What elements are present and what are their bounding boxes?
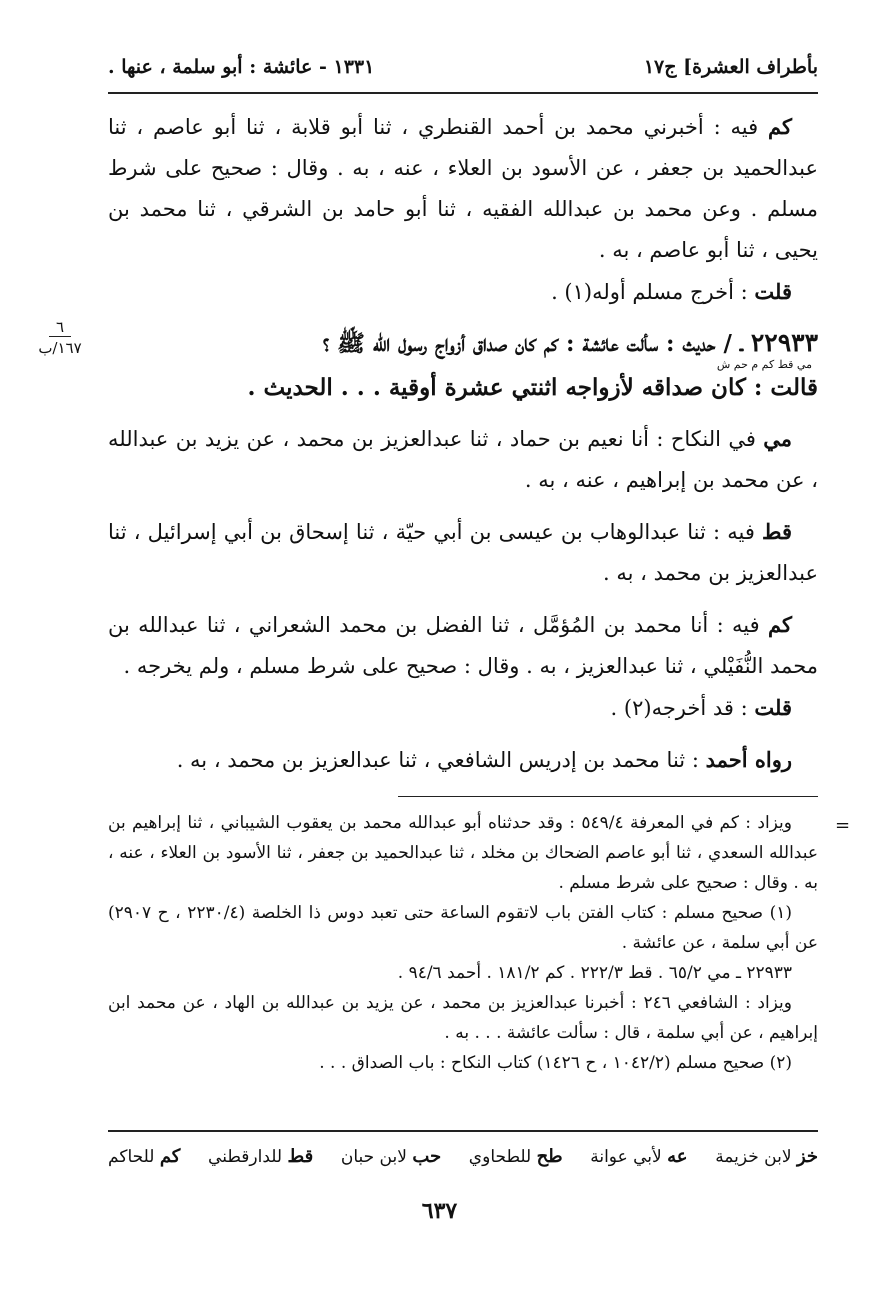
hadith-sources: مي قط كم م حم ش [716, 358, 812, 371]
source-abbr: مي [763, 426, 792, 451]
paragraph-text: : أخرج مسلم أوله(١) . [551, 280, 755, 304]
hadith-number: ٢٢٩٣٣ [750, 328, 818, 357]
legend-abbr: حب [412, 1146, 442, 1167]
footnote-continuation-mark: = [835, 815, 851, 836]
legend-name: لابن حبان [340, 1147, 407, 1167]
legend-item [108, 1146, 180, 1167]
paragraph [108, 106, 818, 271]
legend-name: للطحاوي [468, 1147, 532, 1167]
footnote: ٢٢٩٣٣ ـ مي ٦٥/٢ . قط ٢٢٢/٣ . كم ١٨١/٢ . أحمد ٩٤/٦ . [397, 963, 792, 983]
margin-folio-note [20, 318, 100, 357]
paragraph [108, 511, 818, 594]
page-number: ٦٣٧ [421, 1198, 458, 1224]
running-header [108, 42, 818, 94]
legend-name: للدارقطني [208, 1147, 283, 1167]
paragraph-text: : قد أخرجه(٢) . [610, 696, 755, 720]
paragraph [108, 418, 818, 501]
legend-abbr: عه [667, 1146, 688, 1167]
paragraph [108, 687, 818, 729]
paragraph [108, 271, 818, 313]
source-abbr: كم [768, 612, 792, 637]
legend-name: لابن خزيمة [715, 1147, 792, 1167]
legend-name: للحاكم [108, 1147, 155, 1167]
paragraph-text: فيه : أخبرني محمد بن أحمد القنطري ، ثنا أبو قلابة ، ثنا أبو عاصم ، ثنا عبدالحميد بن جعفر ، عن الأسود بن العلاء ، عنه ، به . وقال : صحيح على شرط مسلم . وعن محمد بن عبدالله الفقيه ، ثنا أبو حامد بن الشرقي ، ثنا محمد بن يحيى ، ثنا أبو عاصم ، به . [108, 115, 818, 262]
legend-item [341, 1146, 441, 1167]
hadith-heading [108, 323, 818, 364]
legend-item [208, 1146, 313, 1167]
margin-number: ٦ [49, 318, 71, 337]
paragraph [108, 604, 818, 687]
header-volume-title: بأطراف العشرة] ج١٧ [643, 56, 818, 78]
footnote: ويزاد : الشافعي ٢٤٦ : أخبرنا عبدالعزيز بن محمد ، عن يزيد بن عبدالله بن الهاد ، عن محمد ابن إبراهيم ، عن أبي سلمة ، قال : سألت عائشة . . . به . [108, 993, 818, 1043]
source-abbr: قط [762, 519, 792, 544]
legend-name: لأبي عوانة [590, 1147, 662, 1167]
footnotes [108, 796, 818, 1078]
main-text [108, 106, 818, 781]
header-chapter-title: ١٣٣١ - عائشة : أبو سلمة ، عنها . [108, 56, 375, 78]
margin-folio: ١٦٧/ب [38, 339, 82, 357]
legend-abbr: قط [287, 1146, 314, 1167]
legend-abbr: خز [796, 1146, 818, 1167]
hadith-title: ـ / حديث : سألت عائشة : كم كان صداق أزواج رسول الله ﷺ ؟ [322, 330, 751, 357]
paragraph [108, 739, 818, 781]
paragraph-text: في النكاح : أنا نعيم بن حماد ، ثنا عبدالعزيز بن محمد ، عن يزيد بن عبدالله ، عن محمد بن إبراهيم ، عنه ، به . [108, 427, 818, 492]
paragraph-text: فيه : أنا محمد بن المُؤمَّل ، ثنا الفضل بن محمد الشعراني ، ثنا عبدالله بن محمد النُّفَيْلي ، ثنا عبدالعزيز ، به . وقال : صحيح على شرط مسلم ، ولم يخرجه . [108, 613, 818, 678]
paragraph-text: فيه : ثنا عبدالوهاب بن عيسى بن أبي حيّة ، ثنا إسحاق بن أبي إسرائيل ، ثنا عبدالعزيز بن محمد ، به . [108, 520, 818, 585]
source-abbr: قلت [754, 279, 792, 304]
footnote: ويزاد : كم في المعرفة ٥٤٩/٤ : وقد حدثناه أبو عبدالله محمد بن يعقوب الشيباني ، ثنا إبراهيم بن عبدالله السعدي ، ثنا أبو عاصم الضحاك بن مخلد ، ثنا عبدالحميد بن جعفر ، ثنا الأسود بن العلاء ، عنه ، به . وقال : صحيح على شرط مسلم . [108, 813, 818, 893]
legend-item [590, 1146, 687, 1167]
legend-abbr: كم [159, 1146, 181, 1167]
legend-item [469, 1146, 563, 1167]
legend-item [715, 1146, 818, 1167]
legend-abbr: طح [536, 1146, 563, 1167]
hadith-answer: قالت : كان صداقه لأزواجه اثنتي عشرة أوقية . . . الحديث . [247, 374, 818, 401]
abbreviation-legend [108, 1130, 818, 1167]
source-abbr: قلت [754, 695, 792, 720]
footnote: (١) صحيح مسلم : كتاب الفتن باب لاتقوم الساعة حتى تعبد دوس ذا الخلصة (٢٢٣٠/٤ ، ح ٢٩٠٧) عن أبي سلمة ، عن عائشة . [108, 903, 818, 953]
source-abbr: رواه أحمد [705, 747, 792, 772]
footnote: (٢) صحيح مسلم (١٠٤٢/٢ ، ح ١٤٢٦) كتاب النكاح : باب الصداق . . . [319, 1053, 792, 1073]
paragraph-text: : ثنا محمد بن إدريس الشافعي ، ثنا عبدالعزيز بن محمد ، به . [176, 748, 706, 772]
source-abbr: كم [768, 114, 792, 139]
